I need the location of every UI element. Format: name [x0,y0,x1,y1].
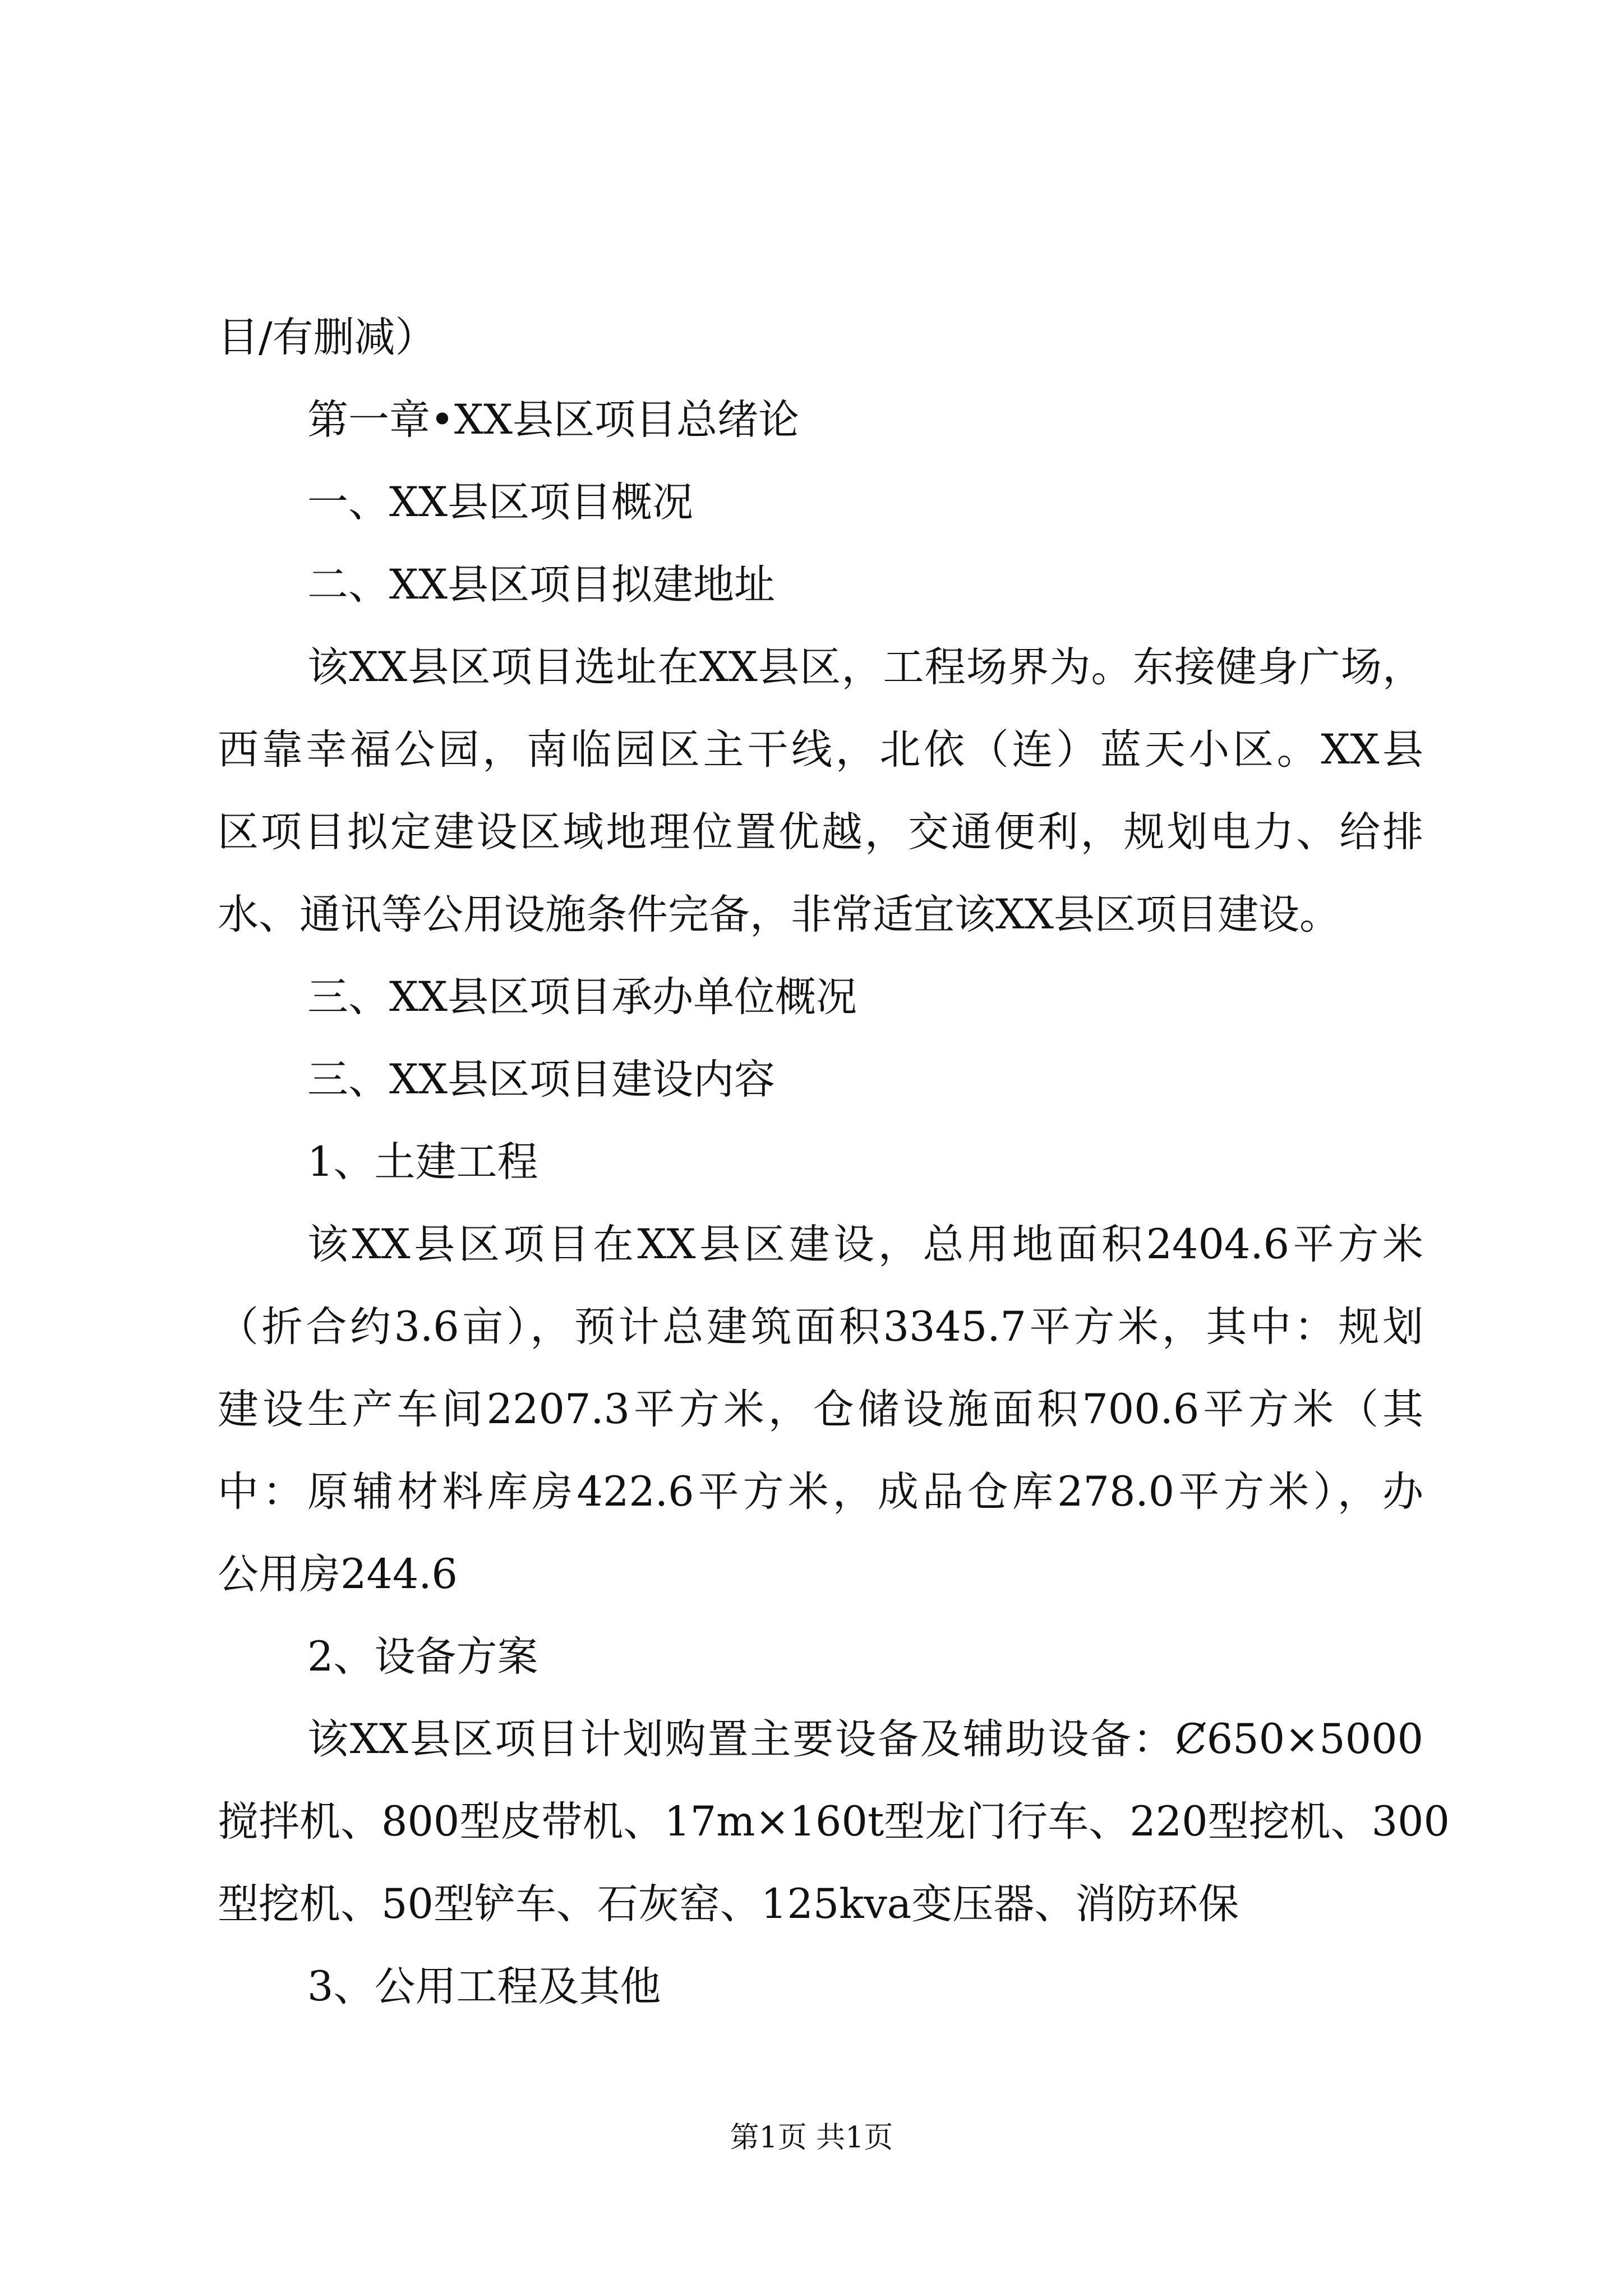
section-heading: 三、XX县区项目建设内容 [307,1056,775,1103]
section-heading: 一、XX县区项目概况 [307,478,693,526]
text-line: 区项目拟定建设区域地理位置优越，交通便利，规划电力、给排 [218,808,1423,856]
text-line: 建设生产车间2207.3平方米，仓储设施面积700.6平方米（其 [218,1386,1423,1433]
text-line: 该XX县区项目选址在XX县区，工程场界为。东接健身广场， [307,643,1423,691]
section-heading: 二、XX县区项目拟建地址 [307,561,775,609]
text-line: 公用房244.6 [218,1550,458,1598]
text-line: 目/有删减） [218,314,436,361]
text-line: 水、通讯等公用设施条件完备，非常适宜该XX县区项目建设。 [218,891,1340,938]
text-line: 搅拌机、800型皮带机、17m×160t型龙门行车、220型挖机、300 [218,1798,1450,1846]
subsection-heading: 2、设备方案 [307,1633,538,1681]
text-line: 该XX县区项目计划购置主要设备及辅助设备：Ȼ650×5000 [307,1715,1423,1763]
paragraph-site [218,626,1423,956]
document-body [218,296,1450,2028]
text-line: 该XX县区项目在XX县区建设，总用地面积2404.6平方米 [307,1221,1423,1268]
text-line: 西靠幸福公园，南临园区主干线，北依（连）蓝天小区。XX县 [218,726,1423,774]
paragraph-construction [218,1203,1423,1616]
text-line: 中：原辅材料库房422.6平方米，成品仓库278.0平方米），办 [218,1468,1423,1516]
text-line: （折合约3.6亩），预计总建筑面积3345.7平方米，其中：规划 [218,1303,1423,1351]
paragraph-equipment [218,1698,1450,1945]
subsection-heading: 3、公用工程及其他 [307,1963,661,2010]
text-line: 型挖机、50型铲车、石灰窑、125kva变压器、消防环保 [218,1880,1239,1928]
chapter-heading: 第一章•XX县区项目总绪论 [307,396,799,444]
subsection-heading: 1、土建工程 [307,1138,538,1186]
section-heading: 三、XX县区项目承办单位概况 [307,973,857,1021]
page-footer: 第1页 共1页 [730,2121,893,2155]
